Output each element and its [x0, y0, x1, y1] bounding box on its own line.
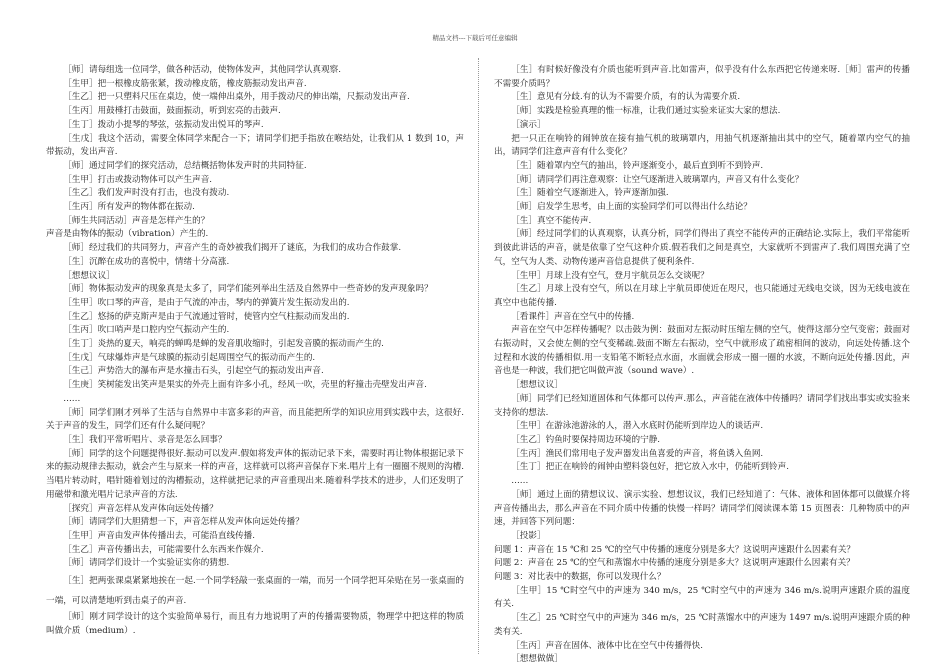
paragraph: ［生］真空不能传声. — [511, 215, 592, 226]
paragraph: ［生甲］把一根橡皮筋张紧，拨动橡皮筋，橡皮筋振动发出声音. — [63, 78, 307, 89]
paragraph: ［生甲］15 ℃时空气中的声速为 340 m/s，25 ℃时空气中的声速为 346 m/s.说明声速跟介质的温度有关. — [494, 585, 910, 610]
paragraph: ［生丁］炎热的夏天，响亮的蝉鸣是蝉的发音肌收缩时，引起发音膜的振动而产生的. — [63, 339, 384, 350]
paragraph: ［生］意见有分歧.有的认为不需要介质，有的认为需要介质. — [511, 92, 741, 103]
paragraph: ［想想议议］ — [63, 270, 115, 281]
paragraph: 声音在空气中怎样传播呢？以击鼓为例：鼓面对左振动时压缩左侧的空气，使得这部分空气变密；鼓面对右振动时，又会使左侧的空气变稀疏.鼓面不断左右振动，空气中就形成了疏密相间的波动，向远处传播.这个过程和水波的传播相似.用一支铅笔不断轻点水面，水面就会形成一圈一圈的水波，不断向远处传播.因此，声音也是一种波，我们把它叫做声波（sound wave）. — [494, 325, 910, 377]
paragraph: ［师］启发学生思考，由上面的实验同学们可以得出什么结论？ — [511, 202, 752, 213]
paragraph: ［生］沉醉在成功的喜悦中，情绪十分高涨. — [63, 256, 230, 267]
paragraph: ［师］请同学们设计一个实验证实你的猜想. — [63, 558, 230, 569]
paragraph: ［生丙］吹口哨声是口腔内空气振动产生的. — [63, 325, 230, 336]
paragraph: ［师］实践是检验真理的惟一标准，让我们通过实验来证实大家的想法. — [511, 106, 781, 117]
paragraph: ［师］同学们已经知道固体和气体都可以传声.那么，声音能在液体中传播吗？请同学们找出事实或实验来支持你的想法. — [494, 393, 910, 418]
paragraph: ［生］把两张课桌紧紧地挨在一起.一个同学轻敲一张桌面的一端，而另一个同学把耳朵贴在另一张桌面的一端，可以清楚地听到击桌子的声音. — [46, 576, 464, 607]
paragraph: ［师］请每组选一位同学，做各种活动，使物体发声，其他同学认真观察. — [63, 65, 341, 75]
column-divider — [478, 58, 479, 654]
paragraph: ［师］同学的这个问题提得很好.振动可以发声.假如将发声体的振动记录下来，需要时再让物体根据记录下来的振动规律去振动，就会产生与原来一样的声音，这样就可以将声音保存下来.唱片上有一圈圈不规则的沟槽.当唱片转动时，唱针随着划过的沟槽振动，这样就把记录的声音重现出来.随着科学技术的进步，人们还发明了用磁带和激光唱片记录声音的方法. — [46, 448, 464, 500]
paragraph: ［师］经过我们的共同努力，声音产生的奇妙被我们揭开了谜底，为我们的成功合作鼓掌. — [63, 243, 402, 254]
left-column — [46, 64, 464, 638]
paragraph: ［生甲］吹口琴的声音，是由于气流的冲击，琴内的弹簧片发生振动发出的. — [63, 297, 350, 308]
paragraph: ［生］随着罩内空气的抽出，铃声逐渐变小，最后直到听不到铃声. — [511, 160, 764, 171]
paragraph: ［生丙］所有发声的物体都在振动. — [63, 202, 195, 213]
paragraph: ［生］有时候好像没有介质也能听到声音.比如雷声，似乎没有什么东西把它传递来呀.［师］雷声的传播不需要介质吗？ — [494, 65, 910, 89]
paragraph: ［想想做做］ — [511, 654, 563, 665]
paragraph: ［师］通过上面的猜想议议、演示实验、想想议议，我们已经知道了：气体、液体和固体都可以做媒介将声音传播出去，那么声音在不同介质中传播的快慢一样吗？请同学们阅读课本第 15 页图表：几种物质中的声速，并回答下列问题： — [494, 489, 910, 528]
paragraph: ［生甲］打击或拨动物体可以产生声音. — [63, 174, 213, 185]
page-header: 精品文档---下载后可任意编辑 — [432, 34, 518, 42]
paragraph: ［师］刚才同学设计的这个实验简单易行，而且有力地说明了声的传播需要物质，物理学中把这样的物质叫做介质（medium）. — [46, 612, 464, 636]
paragraph: ［生乙］月球上没有空气，所以在月球上宇航员即使近在咫尺，也只能通过无线电交谈，因为无线电波在真空中也能传播. — [494, 284, 910, 308]
paragraph: ［生丙］用鼓棰打击鼓面，鼓面振动，听到宏亮的击鼓声. — [63, 106, 281, 117]
paragraph: ［师］经过同学们的认真观察，认真分析，同学们得出了真空不能传声的正确结论.实际上，我们平常能听到彼此讲话的声音，就是依靠了空气这种介质.假若我们之间是真空，大家就听不到雷声了.我们周围充满了空气，空气为人类、动物传递声音信息提供了便利条件. — [494, 229, 910, 267]
paragraph: ［想想议议］ — [511, 380, 563, 391]
paragraph: ［生乙］声音传播出去，可能需要什么东西来作媒介. — [63, 544, 264, 555]
paragraph: ［生戊］气球爆炸声是气球膜的振动引起周围空气的振动而产生的. — [63, 352, 316, 363]
paragraph: ［师］请同学们大胆猜想一下，声音怎样从发声体向远处传播？ — [63, 517, 304, 528]
paragraph: ［师］同学们刚才列举了生活与自然界中丰富多彩的声音，而且能把所学的知识应用到实践中去，这很好.关于声音的发生，同学们还有什么疑问呢？ — [46, 407, 464, 432]
paragraph: ［师］请同学们再注意观察：让空气逐渐进入玻璃罩内，声音又有什么变化？ — [511, 174, 804, 185]
paragraph: ［演示］ — [511, 119, 546, 130]
paragraph: ［生］随着空气逐渐进入，铃声逐渐加强. — [511, 188, 669, 199]
paragraph: 问题 1：声音在 15 ℃和 25 ℃的空气中传播的速度分别是多大？这说明声速跟什么因素有关？ — [494, 544, 856, 555]
paragraph: ［生］我们平常听唱片、录音是怎么回事？ — [63, 434, 227, 445]
paragraph: ［生乙］25 ℃时空气中的声速为 346 m/s，25 ℃时蒸馏水中的声速为 1497 m/s.说明声速跟介质的种类有关. — [494, 613, 910, 637]
paragraph: ［生丁］把正在响铃的闹钟由塑料袋包好，把它放入水中，仍能听到铃声. — [511, 462, 789, 473]
paragraph: ［生乙］我们发声时没有打击，也没有拨动. — [63, 188, 230, 199]
paragraph: ［投影］ — [511, 530, 546, 541]
paragraph: …… — [63, 393, 81, 404]
paragraph: ［师］通过同学们的探究活动，总结概括物体发声时的共同特征. — [63, 160, 307, 171]
paragraph: ［师］物体振动发声的现象真是太多了，同学们能列举出生活及自然界中一些奇妙的发声现象吗？ — [63, 284, 433, 295]
paragraph: ［生丙］渔民们常用电子发声器发出鱼喜爱的声音，将鱼诱入鱼网. — [511, 448, 764, 459]
paragraph: ［生乙］悠扬的萨克斯声是由于气流通过管时，使管内空气柱振动而发出的. — [63, 311, 350, 322]
paragraph: ［生戊］我这个活动，需要全体同学来配合一下；请同学们把手指放在喉结处，让我们从 1 数到 10，声带振动，发出声音. — [46, 133, 464, 158]
paragraph: ［看课件］声音在空气中的传播. — [511, 311, 635, 322]
paragraph: ［生丁］拨动小提琴的琴弦，弦振动发出悦耳的琴声. — [63, 119, 264, 130]
paragraph: ［生庚］笑树能发出笑声是果实的外壳上面有许多小孔，经风一吹，壳里的籽撞击壳壁发出声音. — [63, 380, 427, 391]
paragraph: ［生甲］在游泳池游泳的人，潜入水底时仍能听到岸边人的谈话声. — [511, 421, 764, 432]
paragraph: 问题 2：声音在 25 ℃的空气和蒸馏水中传播的速度分别是多大？这说明声速跟什么因素有关？ — [494, 558, 855, 569]
paragraph: ［生甲］声音由发声体传播出去，可能沿直线传播. — [63, 530, 255, 541]
paragraph: ［探究］声音怎样从发声体向远处传播？ — [63, 503, 218, 514]
paragraph: 问题 3：对比表中的数据，你可以发现什么？ — [494, 572, 666, 583]
right-column — [494, 64, 910, 667]
paragraph: ［生己］声势浩大的瀑布声是水撞击石头，引起空气的振动发出声音. — [63, 366, 324, 377]
paragraph: ［生甲］月球上没有空气，登月宇航员怎么交谈呢？ — [511, 270, 709, 281]
paragraph: ［师生共同活动］声音是怎样产生的？ — [63, 215, 210, 226]
paragraph: …… — [511, 476, 529, 487]
paragraph: ［生乙］把一只塑料尺压在桌边，使一端伸出桌外，用手拨动尺的伸出端，尺振动发出声音. — [63, 92, 410, 103]
paragraph: ［生丙］声音在固体、液体中比在空气中传播得快. — [511, 640, 703, 651]
paragraph: 声音是由物体的振动（vibration）产生的. — [46, 229, 209, 240]
paragraph: ［生乙］钓鱼时要保持周边环境的宁静. — [511, 434, 661, 445]
paragraph: 把一只正在响铃的闹钟放在接有抽气机的玻璃罩内，用抽气机逐渐抽出其中的空气，随着罩内空气的抽出，请同学们注意声音有什么变化？ — [494, 133, 910, 158]
